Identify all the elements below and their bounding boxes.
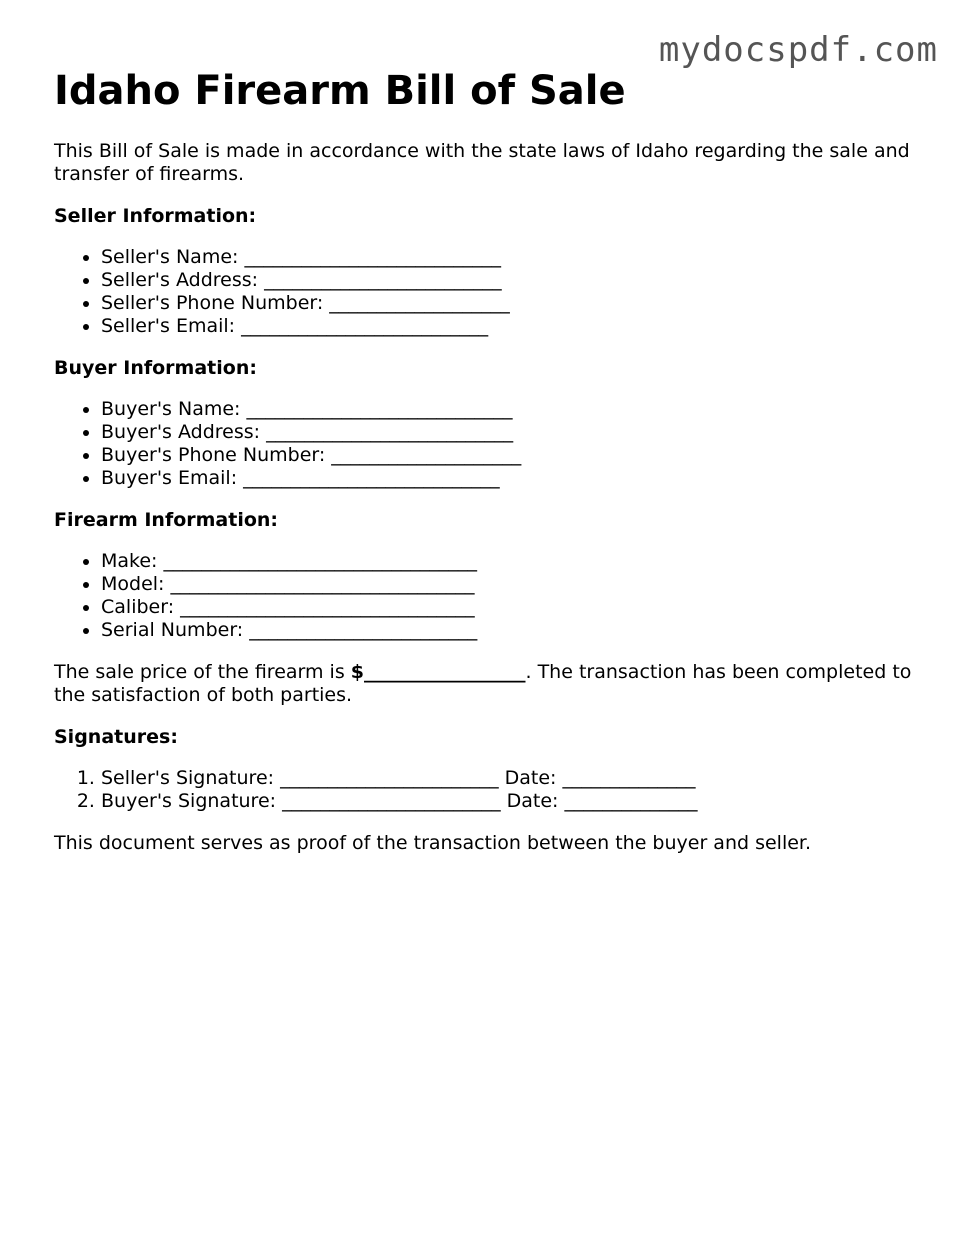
buyer-signature-field: 2. Buyer's Signature: _______________________ Date: ______________ <box>101 790 914 813</box>
buyer-email-field: • Buyer's Email: ___________________________ <box>101 467 914 490</box>
firearm-make-field: • Make: _________________________________ <box>101 550 914 573</box>
seller-phone-field: • Seller's Phone Number: ___________________ <box>101 292 914 315</box>
buyer-heading: Buyer Information: <box>54 357 257 379</box>
seller-name-field: • Seller's Name: ___________________________ <box>101 246 914 269</box>
document-title: Idaho Firearm Bill of Sale <box>54 68 626 114</box>
firearm-serial-field: • Serial Number: ________________________ <box>101 619 914 642</box>
price-paragraph <box>54 661 914 707</box>
seller-signature-field: 1. Seller's Signature: _______________________ Date: ______________ <box>101 767 914 790</box>
intro-paragraph: This Bill of Sale is made in accordance with the state laws of Idaho regarding the sale and transfer of firearms. <box>54 140 910 185</box>
seller-email-field: • Seller's Email: __________________________ <box>101 315 914 338</box>
price-text-before: The sale price of the firearm is <box>54 661 351 683</box>
price-text-after: . The transaction has been completed to the satisfaction of both parties. <box>54 661 912 706</box>
watermark: mydocspdf.com <box>658 30 938 70</box>
seller-address-field: • Seller's Address: _________________________ <box>101 269 914 292</box>
firearm-model-field: • Model: ________________________________ <box>101 573 914 596</box>
price-amount-field: $_________________ <box>350 661 526 683</box>
signatures-list <box>54 767 914 813</box>
buyer-list <box>54 398 914 490</box>
closing-paragraph: This document serves as proof of the transaction between the buyer and seller. <box>54 832 812 854</box>
signatures-heading: Signatures: <box>54 726 178 748</box>
firearm-list <box>54 550 914 642</box>
buyer-address-field: • Buyer's Address: __________________________ <box>101 421 914 444</box>
buyer-phone-field: • Buyer's Phone Number: ____________________ <box>101 444 914 467</box>
document <box>54 66 914 855</box>
firearm-heading: Firearm Information: <box>54 509 279 531</box>
buyer-name-field: • Buyer's Name: ____________________________ <box>101 398 914 421</box>
seller-list <box>54 246 914 338</box>
seller-heading: Seller Information: <box>54 205 257 227</box>
firearm-caliber-field: • Caliber: _______________________________ <box>101 596 914 619</box>
